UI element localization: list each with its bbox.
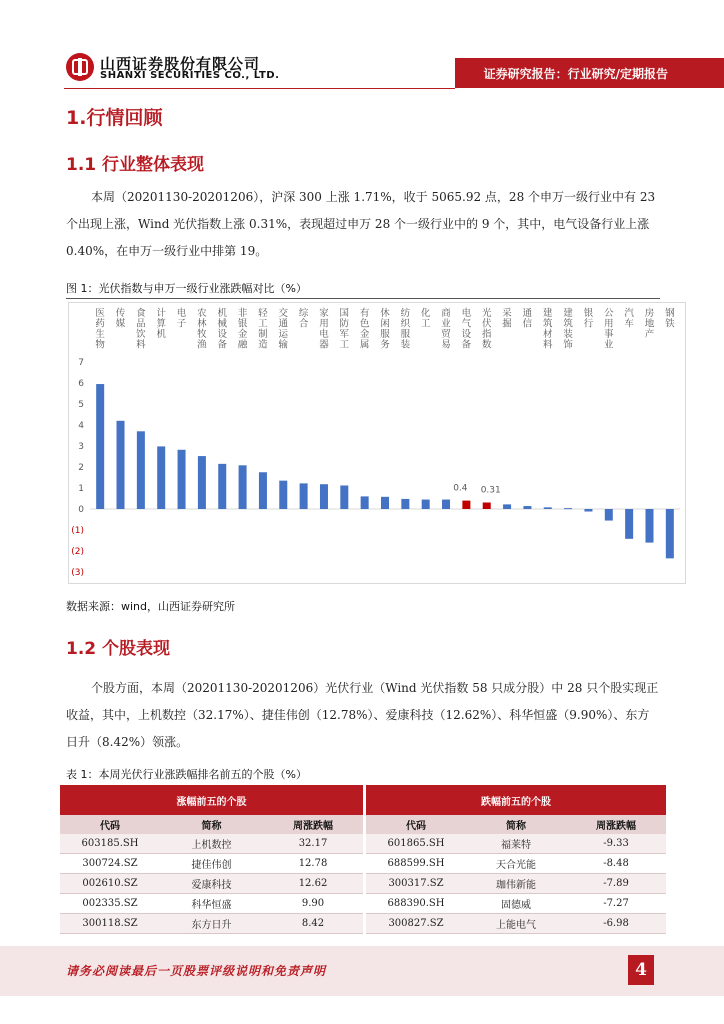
category-label: 钢铁: [665, 308, 675, 330]
category-label: 农林牧渔: [197, 308, 207, 351]
bar: [442, 500, 450, 509]
stock-change: 32.17: [263, 834, 363, 854]
stock-code: 002610.SZ: [60, 874, 160, 894]
category-label: 非银金融: [237, 308, 248, 351]
bar: [605, 509, 613, 521]
bar: [300, 483, 308, 509]
bar: [117, 421, 125, 509]
subsection-title-industry: 1.1 行业整体表现: [66, 155, 205, 175]
category-label: 公用事业: [604, 308, 614, 351]
bar: [96, 384, 104, 509]
stock-name: 固德威: [466, 894, 566, 914]
category-label: 轻工制造: [258, 308, 268, 351]
bar: [564, 508, 572, 509]
top-losers-header: 跌幅前五的个股: [366, 785, 666, 815]
category-label: 汽车: [624, 308, 634, 330]
bar: [239, 465, 247, 509]
bar: [157, 446, 165, 509]
bar-chart-svg: [68, 302, 686, 584]
col-header-name: 简称: [466, 815, 566, 834]
data-label: 0.31: [480, 485, 501, 496]
bar: [340, 485, 348, 509]
category-label: 银行: [583, 308, 594, 330]
section-title: 1.行情回顾: [66, 107, 163, 129]
bar: [666, 509, 674, 558]
col-header-change: 周涨跌幅: [263, 815, 363, 834]
y-tick-label: (3): [71, 568, 84, 578]
bar: [523, 506, 531, 509]
stock-name: 捷佳伟创: [160, 854, 263, 874]
stock-change: -7.89: [566, 874, 666, 894]
stock-name: 珈伟新能: [466, 874, 566, 894]
stock-name: 上机数控: [160, 834, 263, 854]
bar: [259, 472, 267, 509]
stock-code: 688390.SH: [366, 894, 466, 914]
category-label: 建筑装饰: [563, 308, 573, 351]
y-tick-label: (2): [71, 547, 84, 557]
y-tick-label: 0: [78, 505, 84, 515]
col-header-code: 代码: [60, 815, 160, 834]
header-rule: [64, 88, 455, 89]
bar: [218, 464, 226, 509]
top-gainers-header: 涨幅前五的个股: [60, 785, 363, 815]
stock-code: 300317.SZ: [366, 874, 466, 894]
y-tick-label: 7: [78, 358, 84, 368]
stock-name: 科华恒盛: [160, 894, 263, 914]
bar: [645, 509, 653, 543]
page-header: [0, 0, 724, 95]
category-label: 通信: [522, 308, 533, 330]
stock-name: 东方日升: [160, 914, 263, 934]
stock-change: 9.90: [263, 894, 363, 914]
company-name-cn: 山西证券股份有限公司: [100, 55, 261, 73]
industry-paragraph-text: 本周（20201130-20201206），沪深 300 上涨 1.71%，收于 5065.92 点，28 个申万一级行业中有 23 个出现上涨，Wind 光伏指数上涨 0.31%，表现超过申万 28 个一级行业中的 9 个，其中，电气设备行业上涨 0.40%，在申万一级行业中排第 19。: [66, 190, 656, 258]
table-row: [60, 914, 666, 934]
page-number: 4: [628, 955, 654, 985]
stock-change: 12.78: [263, 854, 363, 874]
stock-code: 603185.SH: [60, 834, 160, 854]
category-label: 有色金属: [359, 308, 370, 351]
category-label: 交通运输: [278, 308, 289, 351]
stock-name: 上能电气: [466, 914, 566, 934]
category-label: 医药生物: [95, 308, 105, 351]
bar-chart: [68, 302, 686, 584]
bar: [462, 501, 470, 509]
y-tick-label: 2: [78, 463, 84, 473]
table-row: [60, 854, 666, 874]
y-tick-label: 3: [78, 442, 84, 452]
y-tick-label: 4: [78, 421, 84, 431]
category-label: 商业贸易: [441, 308, 451, 351]
y-tick-label: (1): [71, 526, 84, 536]
stock-change: -7.27: [566, 894, 666, 914]
subsection-title-stocks: 1.2 个股表现: [66, 639, 171, 659]
category-label: 传媒: [115, 308, 126, 330]
stock-table: [60, 785, 666, 934]
chart-frame: [69, 303, 686, 584]
bar: [178, 450, 186, 509]
table-title: 表 1：本周光伏行业涨跌幅排名前五的个股（%）: [66, 768, 307, 781]
bar: [137, 431, 145, 509]
category-label: 电子: [176, 308, 187, 330]
bar: [361, 496, 369, 509]
table-row: [60, 834, 666, 854]
data-label: 0.4: [453, 483, 468, 494]
report-type-tag: 证券研究报告：行业研究/定期报告: [455, 58, 724, 88]
bar: [401, 499, 409, 509]
stock-change: -8.48: [566, 854, 666, 874]
y-tick-label: 1: [78, 484, 84, 494]
category-label: 机械设备: [217, 308, 227, 351]
category-label: 食品饮料: [136, 308, 146, 351]
bar: [279, 481, 287, 509]
company-name-en: SHANXI SECURITIES CO., LTD.: [100, 70, 280, 81]
col-header-change: 周涨跌幅: [566, 815, 666, 834]
company-logo-icon: [66, 53, 94, 81]
stock-code: 002335.SZ: [60, 894, 160, 914]
category-label: 国防军工: [339, 308, 350, 351]
figure-rule: [66, 298, 660, 299]
table-row: [60, 874, 666, 894]
stock-change: -6.98: [566, 914, 666, 934]
category-label: 采掘: [502, 308, 512, 330]
bar: [544, 507, 552, 509]
y-tick-label: 6: [78, 379, 84, 389]
stock-code: 300827.SZ: [366, 914, 466, 934]
stock-name: 天合光能: [466, 854, 566, 874]
industry-paragraph: [66, 184, 660, 265]
disclaimer-notice: 请务必阅读最后一页股票评级说明和免责声明: [66, 964, 327, 978]
bar: [483, 502, 491, 509]
bar: [503, 504, 511, 509]
stock-code: 688599.SH: [366, 854, 466, 874]
category-label: 房地产: [644, 308, 655, 340]
bar: [422, 500, 430, 509]
category-label: 家用电器: [319, 308, 329, 351]
col-header-name: 简称: [160, 815, 263, 834]
stock-name: 爱康科技: [160, 874, 263, 894]
figure-source: 数据来源：wind，山西证券研究所: [66, 600, 236, 613]
category-label: 光伏指数: [481, 308, 492, 351]
bar: [320, 484, 328, 509]
category-label: 纺织服装: [400, 308, 411, 351]
bar: [584, 509, 592, 512]
category-label: 化工: [420, 308, 431, 330]
figure-title: 图 1：光伏指数与申万一级行业涨跌幅对比（%）: [66, 282, 307, 295]
stocks-paragraph-text: 个股方面，本周（20201130-20201206）光伏行业（Wind 光伏指数 58 只成分股）中 28 只个股实现正收益，其中，上机数控（32.17%）、捷佳伟创（12.78%）、爱康科技（12.62%）、科华恒盛（9.90%）、东方日升（8.42%）领涨。: [66, 681, 659, 749]
category-label: 电气设备: [461, 308, 472, 351]
stock-change: 12.62: [263, 874, 363, 894]
bar: [198, 456, 206, 509]
y-tick-label: 5: [78, 400, 84, 410]
category-label: 计算机: [156, 308, 166, 340]
col-header-code: 代码: [366, 815, 466, 834]
table-row: [60, 894, 666, 914]
bar: [625, 509, 633, 539]
bar: [381, 497, 389, 509]
stock-code: 601865.SH: [366, 834, 466, 854]
stocks-paragraph: [66, 675, 660, 756]
stock-change: 8.42: [263, 914, 363, 934]
category-label: 休闲服务: [380, 308, 390, 351]
stock-name: 福莱特: [466, 834, 566, 854]
category-label: 建筑材料: [543, 308, 553, 351]
stock-code: 300118.SZ: [60, 914, 160, 934]
category-label: 综合: [298, 308, 309, 330]
stock-change: -9.33: [566, 834, 666, 854]
stock-code: 300724.SZ: [60, 854, 160, 874]
